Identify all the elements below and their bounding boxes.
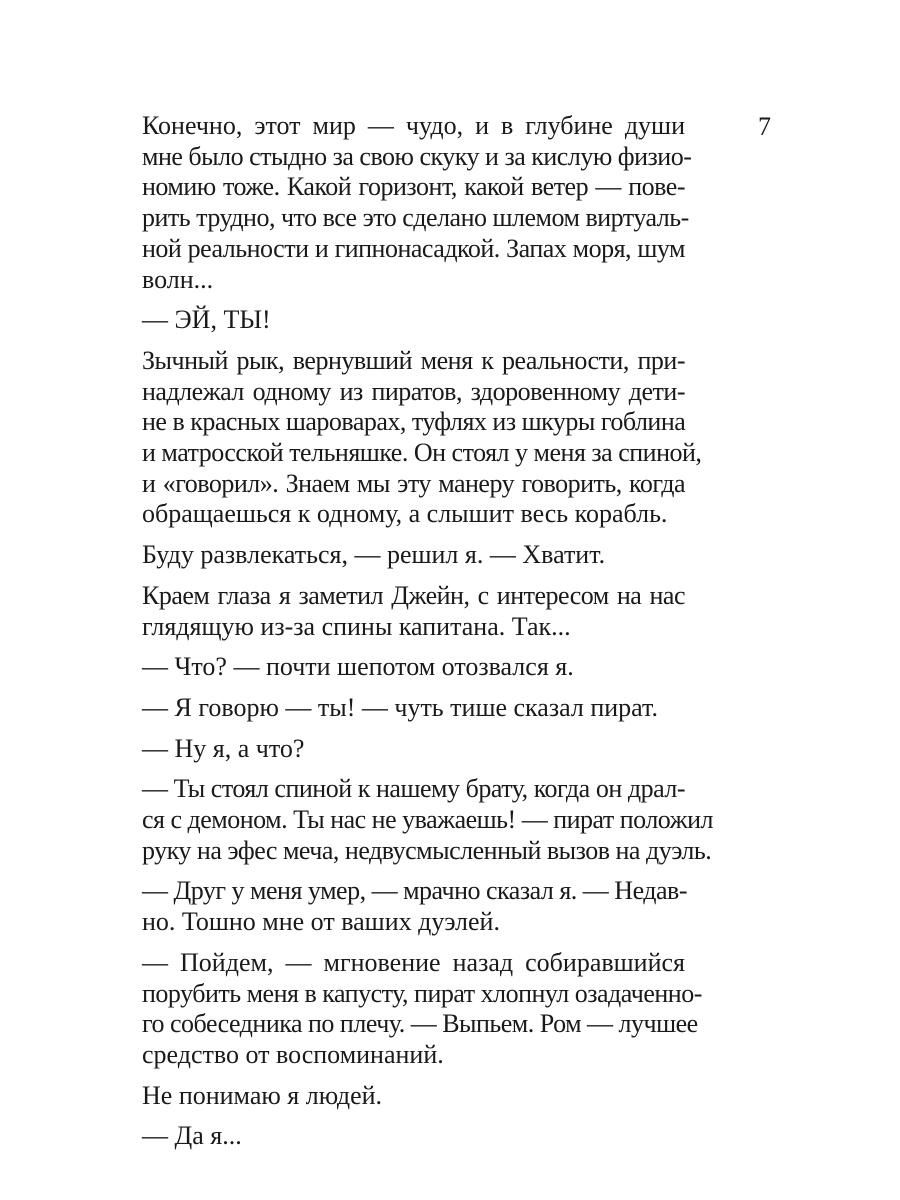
paragraph [112,540,685,571]
paragraph [112,734,685,765]
text-line: и матросской тельняшке. Он стоял у меня за спиной, [142,438,702,468]
text-line: — Друг у меня умер, — мрачно сказал я. — Недав- [142,876,687,906]
text-line: средство от воспоминаний. [142,1039,444,1069]
text-line: го собеседника по плечу. — Выпьем. Ром — лучшее [142,1009,698,1039]
text-body [112,111,713,1162]
text-line: надлежал одному из пиратов, здоровенному дети- [142,376,685,406]
paragraph [112,1081,685,1112]
text-line: — Да я... [142,1121,242,1151]
text-line: мне было стыдно за свою скуку и за кислую физио- [142,141,692,171]
paragraph [112,345,702,530]
text-line: — Я говорю — ты! — чуть тише сказал пират. [142,692,658,722]
paragraph [112,581,685,642]
text-line: Конечно, этот мир — чудо, и в глубине души [142,111,685,140]
text-line: Зычный рык, вернувший меня к реальности, при- [142,345,685,375]
text-line: ной реальности и гипнонасадкой. Запах моря, шум [142,233,685,263]
text-line: обращаешься к одному, а слышит весь корабль. [142,499,668,529]
text-line: и «говорил». Знаем мы эту манеру говорить, когда [142,468,685,498]
text-line: Не понимаю я людей. [142,1080,383,1110]
text-line: — Ты стоял спиной к нашему брату, когда он драл- [142,774,685,804]
text-line: ся с демоном. Ты нас не уважаешь! — пират положил [142,805,713,835]
text-line: волн... [142,264,214,294]
paragraph [112,876,685,937]
paragraph [112,1121,685,1152]
text-line: — Пойдем, — мгновение назад собиравшийся [142,947,685,977]
text-line: руку на эфес меча, недвусмысленный вызов на дуэль. [142,835,712,865]
text-line: но. Тошно мне от ваших дуэлей. [142,907,500,937]
paragraph [112,947,702,1071]
paragraph [112,652,685,683]
text-line: глядящую из-за спины капитана. Так... [142,611,571,641]
text-line: порубить меня в капусту, пират хлопнул озадаченно- [142,978,702,1008]
text-line: Краем глаза я заметил Джейн, с интересом на нас [142,580,685,610]
paragraph [112,774,713,866]
text-line: — Ну я, а что? [142,733,305,763]
text-line: рить трудно, что все это сделано шлемом виртуаль- [142,203,689,233]
paragraph [112,111,692,295]
text-line: — ЭЙ, ТЫ! [142,305,271,335]
paragraph [112,305,685,336]
text-line: номию тоже. Какой горизонт, какой ветер — пове- [142,172,685,202]
paragraph [112,693,685,724]
page-number: 7 [758,112,771,141]
text-line: — Что? — почти шепотом отозвался я. [142,652,574,682]
text-line: не в красных шароварах, туфлях из шкуры гоблина [142,407,686,437]
text-line: Буду развлекаться, — решил я. — Хватит. [142,540,606,570]
